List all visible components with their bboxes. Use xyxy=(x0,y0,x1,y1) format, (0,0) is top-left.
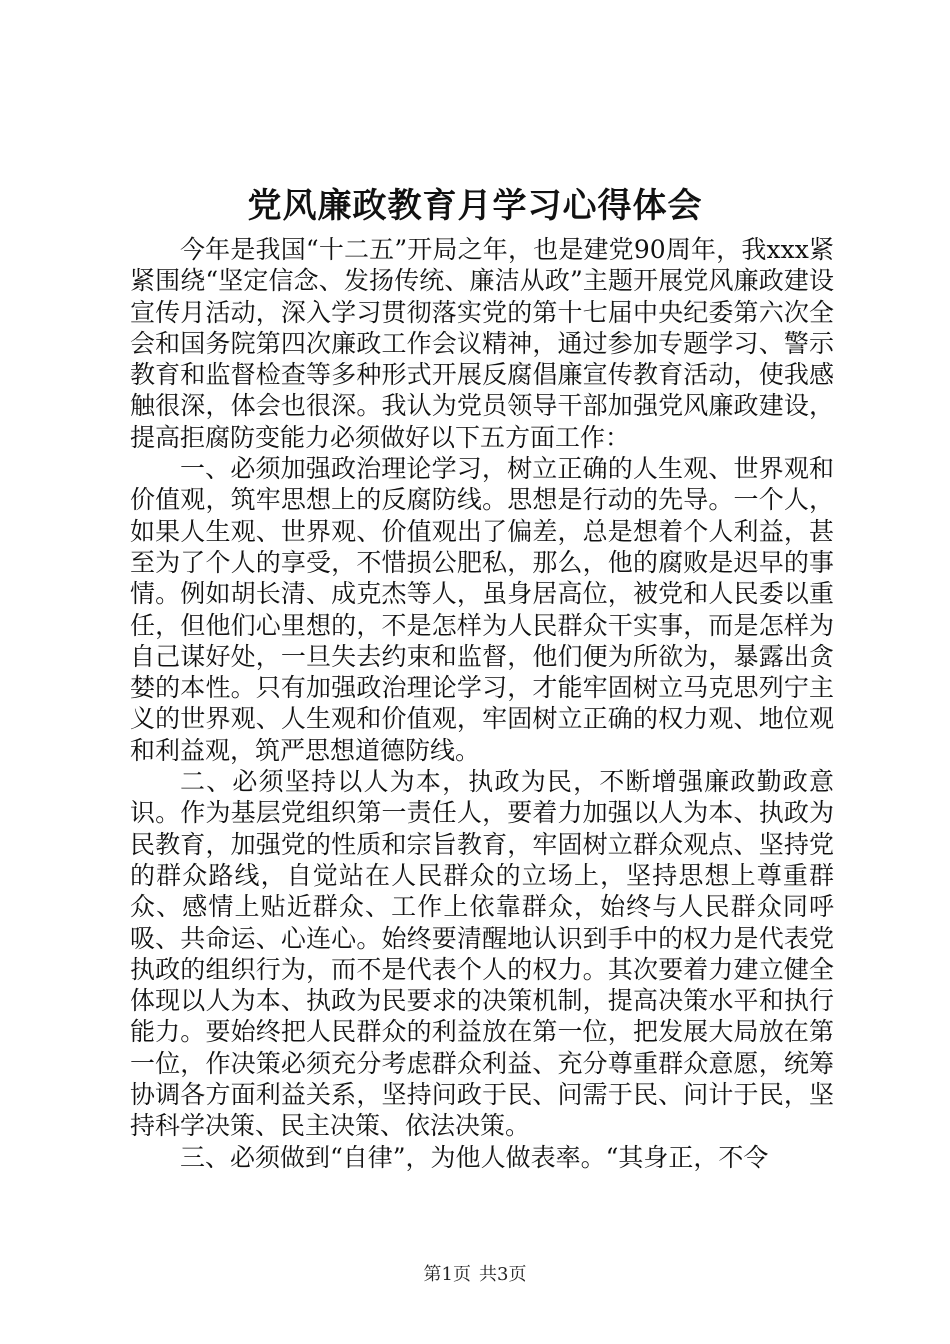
page-number: 第1页 xyxy=(423,1264,471,1285)
page-total: 共3页 xyxy=(479,1264,527,1285)
page-footer xyxy=(0,1263,950,1287)
paragraph-point-1: 一、必须加强政治理论学习，树立正确的人生观、世界观和价值观，筑牢思想上的反腐防线。思想是行动的先导。一个人，如果人生观、世界观、价值观出了偏差，总是想着个人利益，甚至为了个人的享受，不惜损公肥私，那么，他的腐败是迟早的事情。例如胡长清、成克杰等人，虽身居高位，被党和人民委以重任，但他们心里想的，不是怎样为人民群众干实事，而是怎样为自己谋好处，一旦失去约束和监督，他们便为所欲为，暴露出贪婪的本性。只有加强政治理论学习，才能牢固树立马克思列宁主义的世界观、人生观和价值观，牢固树立正确的权力观、地位观和利益观，筑严思想道德防线。 xyxy=(130,454,834,765)
paragraph-intro: 今年是我国“十二五”开局之年，也是建党90周年，我xxx紧紧围绕“坚定信念、发扬传统、廉洁从政”主题开展党风廉政建设宣传月活动，深入学习贯彻落实党的第十七届中央纪委第六次全会和国务院第四次廉政工作会议精神，通过参加专题学习、警示教育和监督检查等多种形式开展反腐倡廉宣传教育活动，使我感触很深，体会也很深。我认为党员领导干部加强党风廉政建设，提高拒腐防变能力必须做好以下五方面工作： xyxy=(130,235,834,452)
document-title: 党风廉政教育月学习心得体会 xyxy=(247,186,703,226)
paragraph-point-2: 二、必须坚持以人为本，执政为民，不断增强廉政勤政意识。作为基层党组织第一责任人，要着力加强以人为本、执政为民教育，加强党的性质和宗旨教育，牢固树立群众观点、坚持党的群众路线，自觉站在人民群众的立场上，坚持思想上尊重群众、感情上贴近群众、工作上依靠群众，始终与人民群众同呼吸、共命运、心连心。始终要清醒地认识到手中的权力是代表党执政的组织行为，而不是代表个人的权力。其次要着力建立健全体现以人为本、执政为民要求的决策机制，提高决策水平和执行能力。要始终把人民群众的利益放在第一位，把发展大局放在第一位，作决策必须充分考虑群众利益、充分尊重群众意愿，统筹协调各方面利益关系，坚持问政于民、问需于民、问计于民，坚持科学决策、民主决策、依法决策。 xyxy=(130,767,834,1141)
paragraph-point-3: 三、必须做到“自律”，为他人做表率。“其身正，不令 xyxy=(180,1142,769,1172)
document-body xyxy=(130,234,834,1173)
